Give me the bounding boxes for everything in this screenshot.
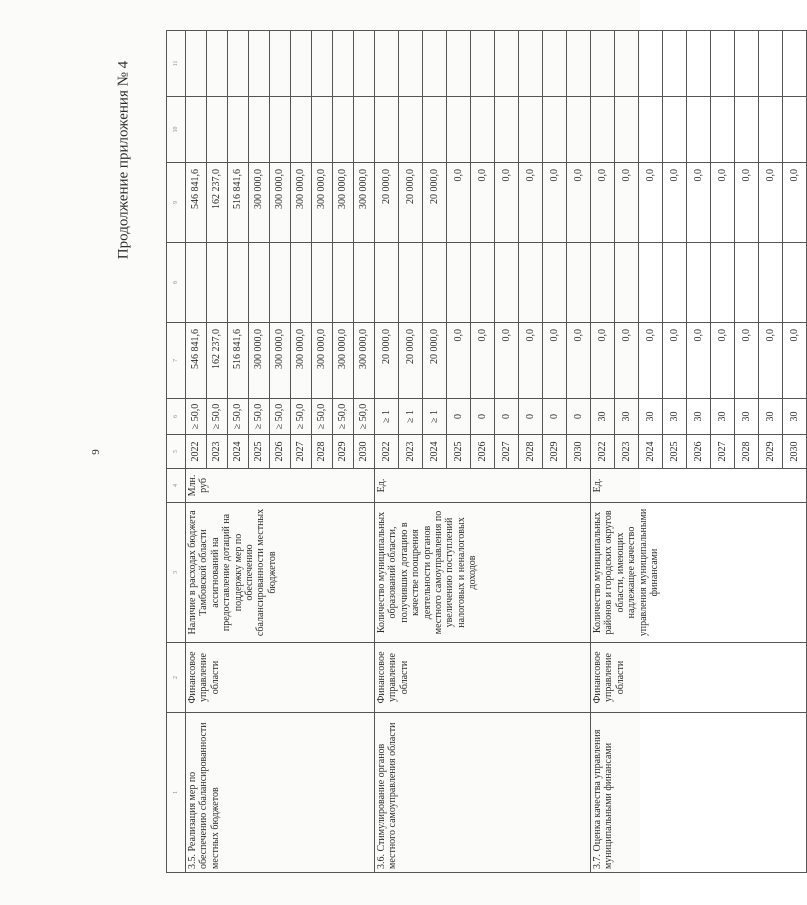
empty-cell — [375, 243, 399, 323]
year-cell: 2027 — [291, 435, 312, 469]
empty-cell — [519, 243, 543, 323]
empty-cell — [519, 97, 543, 163]
funding-value-cell: 20 000,0 — [399, 323, 423, 399]
empty-cell — [447, 243, 471, 323]
empty-cell — [663, 97, 687, 163]
target-value-cell: 0 — [495, 399, 519, 435]
funding-total-cell: 300 000,0 — [249, 163, 270, 243]
year-cell: 2029 — [333, 435, 354, 469]
empty-cell — [759, 97, 783, 163]
empty-cell — [663, 243, 687, 323]
table-row — [375, 31, 399, 873]
funding-total-cell: 0,0 — [591, 163, 615, 243]
target-value-cell: ≥ 1 — [375, 399, 399, 435]
column-number-8: 8 — [167, 243, 186, 323]
funding-value-cell: 0,0 — [711, 323, 735, 399]
column-number-5: 5 — [167, 435, 186, 469]
empty-cell — [615, 31, 639, 97]
funding-value-cell: 0,0 — [495, 323, 519, 399]
funding-total-cell: 20 000,0 — [423, 163, 447, 243]
year-cell: 2024 — [423, 435, 447, 469]
year-cell: 2024 — [639, 435, 663, 469]
empty-cell — [687, 97, 711, 163]
empty-cell — [423, 31, 447, 97]
funding-value-cell: 0,0 — [783, 323, 807, 399]
empty-cell — [228, 243, 249, 323]
funding-total-cell: 516 841,6 — [228, 163, 249, 243]
appendix-heading: Продолжение приложения № 4 — [115, 60, 132, 260]
funding-total-cell: 300 000,0 — [312, 163, 333, 243]
empty-cell — [447, 97, 471, 163]
year-cell: 2027 — [495, 435, 519, 469]
funding-total-cell: 20 000,0 — [375, 163, 399, 243]
target-value-cell: 30 — [615, 399, 639, 435]
year-cell: 2030 — [567, 435, 591, 469]
empty-cell — [591, 243, 615, 323]
empty-cell — [591, 31, 615, 97]
empty-cell — [519, 31, 543, 97]
funding-value-cell: 162 237,0 — [207, 323, 228, 399]
column-number-1: 1 — [167, 713, 186, 873]
empty-cell — [711, 243, 735, 323]
funding-total-cell: 0,0 — [615, 163, 639, 243]
funding-value-cell: 20 000,0 — [423, 323, 447, 399]
column-number-9: 9 — [167, 163, 186, 243]
target-value-cell: ≥ 50,0 — [207, 399, 228, 435]
year-cell: 2022 — [186, 435, 207, 469]
funding-value-cell: 0,0 — [567, 323, 591, 399]
executor-cell: Финансовое управление области — [375, 643, 591, 713]
target-value-cell: 30 — [639, 399, 663, 435]
target-value-cell: ≥ 1 — [423, 399, 447, 435]
column-number-6: 6 — [167, 399, 186, 435]
target-value-cell: 0 — [519, 399, 543, 435]
target-value-cell: 30 — [783, 399, 807, 435]
empty-cell — [495, 97, 519, 163]
empty-cell — [270, 97, 291, 163]
empty-cell — [354, 243, 375, 323]
empty-cell — [735, 97, 759, 163]
empty-cell — [711, 97, 735, 163]
table-row — [186, 31, 207, 873]
empty-cell — [291, 97, 312, 163]
funding-value-cell: 0,0 — [543, 323, 567, 399]
empty-cell — [423, 243, 447, 323]
funding-value-cell: 0,0 — [687, 323, 711, 399]
column-number-4: 4 — [167, 469, 186, 503]
year-cell: 2030 — [783, 435, 807, 469]
empty-cell — [639, 243, 663, 323]
year-cell: 2029 — [759, 435, 783, 469]
empty-cell — [783, 31, 807, 97]
unit-cell: Ед. — [591, 469, 807, 503]
funding-value-cell: 0,0 — [639, 323, 663, 399]
empty-cell — [207, 31, 228, 97]
year-cell: 2025 — [663, 435, 687, 469]
funding-value-cell: 0,0 — [615, 323, 639, 399]
empty-cell — [399, 97, 423, 163]
year-cell: 2030 — [354, 435, 375, 469]
indicator-cell: Количество муниципальных образований области, получивших дотацию в качестве поощрения деятельности органов местного самоуправления по увеличению поступлений налоговых и неналоговых доходов — [375, 503, 591, 643]
empty-cell — [399, 31, 423, 97]
target-value-cell: 30 — [759, 399, 783, 435]
year-cell: 2029 — [543, 435, 567, 469]
column-number-7: 7 — [167, 323, 186, 399]
funding-total-cell: 20 000,0 — [399, 163, 423, 243]
year-cell: 2022 — [375, 435, 399, 469]
table-container — [166, 31, 800, 873]
measure-name-cell: 3.7. Оценка качества управления муниципальными финансами — [591, 713, 807, 873]
funding-value-cell: 546 841,6 — [186, 323, 207, 399]
funding-value-cell: 0,0 — [759, 323, 783, 399]
appendix-table — [166, 30, 807, 873]
empty-cell — [567, 97, 591, 163]
funding-total-cell: 0,0 — [687, 163, 711, 243]
empty-cell — [249, 97, 270, 163]
empty-cell — [375, 97, 399, 163]
empty-cell — [639, 31, 663, 97]
empty-cell — [543, 97, 567, 163]
empty-cell — [423, 97, 447, 163]
empty-cell — [567, 243, 591, 323]
empty-cell — [228, 31, 249, 97]
empty-cell — [759, 31, 783, 97]
empty-cell — [639, 97, 663, 163]
empty-cell — [399, 243, 423, 323]
funding-value-cell: 300 000,0 — [249, 323, 270, 399]
funding-total-cell: 162 237,0 — [207, 163, 228, 243]
target-value-cell: 0 — [471, 399, 495, 435]
target-value-cell: 0 — [543, 399, 567, 435]
empty-cell — [228, 97, 249, 163]
empty-cell — [711, 31, 735, 97]
indicator-cell: Наличие в расходах бюджета Тамбовской области ассигнований на предоставление дотаций на поддержку мер по обеспечению сбалансированности местных бюджетов — [186, 503, 375, 643]
empty-cell — [783, 97, 807, 163]
target-value-cell: ≥ 50,0 — [270, 399, 291, 435]
executor-cell: Финансовое управление области — [591, 643, 807, 713]
measure-name-cell: 3.6. Стимулирование органов местного самоуправления области — [375, 713, 591, 873]
funding-value-cell: 300 000,0 — [270, 323, 291, 399]
executor-cell: Финансовое управление области — [186, 643, 375, 713]
empty-cell — [186, 243, 207, 323]
target-value-cell: ≥ 50,0 — [333, 399, 354, 435]
funding-value-cell: 0,0 — [735, 323, 759, 399]
empty-cell — [591, 97, 615, 163]
target-value-cell: ≥ 50,0 — [186, 399, 207, 435]
funding-total-cell: 0,0 — [519, 163, 543, 243]
funding-total-cell: 0,0 — [783, 163, 807, 243]
target-value-cell: ≥ 1 — [399, 399, 423, 435]
column-number-2: 2 — [167, 643, 186, 713]
empty-cell — [249, 31, 270, 97]
empty-cell — [663, 31, 687, 97]
empty-cell — [615, 97, 639, 163]
funding-value-cell: 300 000,0 — [291, 323, 312, 399]
funding-total-cell: 300 000,0 — [270, 163, 291, 243]
target-value-cell: 0 — [447, 399, 471, 435]
empty-cell — [687, 31, 711, 97]
funding-total-cell: 300 000,0 — [354, 163, 375, 243]
empty-cell — [471, 31, 495, 97]
empty-cell — [735, 31, 759, 97]
column-number-3: 3 — [167, 503, 186, 643]
empty-cell — [543, 31, 567, 97]
funding-total-cell: 0,0 — [711, 163, 735, 243]
funding-total-cell: 0,0 — [663, 163, 687, 243]
year-cell: 2024 — [228, 435, 249, 469]
year-cell: 2022 — [591, 435, 615, 469]
year-cell: 2023 — [399, 435, 423, 469]
page-number: 9 — [90, 449, 102, 455]
empty-cell — [567, 31, 591, 97]
target-value-cell: ≥ 50,0 — [249, 399, 270, 435]
year-cell: 2023 — [615, 435, 639, 469]
funding-total-cell: 0,0 — [759, 163, 783, 243]
year-cell: 2026 — [270, 435, 291, 469]
measure-name-cell: 3.5. Реализация мер по обеспечению сбалансированности местных бюджетов — [186, 713, 375, 873]
column-number-10: 10 — [167, 97, 186, 163]
target-value-cell: 30 — [711, 399, 735, 435]
empty-cell — [207, 97, 228, 163]
column-number-11: 11 — [167, 31, 186, 97]
indicator-cell: Количество муниципальных районов и городских округов области, имеющих надлежащее качество управления муниципальными финансами — [591, 503, 807, 643]
table-row — [591, 31, 615, 873]
empty-cell — [291, 243, 312, 323]
funding-value-cell: 0,0 — [663, 323, 687, 399]
empty-cell — [333, 243, 354, 323]
funding-value-cell: 300 000,0 — [312, 323, 333, 399]
empty-cell — [543, 243, 567, 323]
funding-value-cell: 0,0 — [519, 323, 543, 399]
unit-cell: Млн. руб — [186, 469, 375, 503]
empty-cell — [471, 243, 495, 323]
empty-cell — [186, 97, 207, 163]
year-cell: 2028 — [519, 435, 543, 469]
empty-cell — [312, 243, 333, 323]
empty-cell — [354, 31, 375, 97]
funding-value-cell: 300 000,0 — [333, 323, 354, 399]
empty-cell — [312, 31, 333, 97]
empty-cell — [186, 31, 207, 97]
funding-total-cell: 546 841,6 — [186, 163, 207, 243]
empty-cell — [333, 97, 354, 163]
funding-value-cell: 0,0 — [471, 323, 495, 399]
empty-cell — [495, 31, 519, 97]
empty-cell — [270, 31, 291, 97]
funding-total-cell: 0,0 — [447, 163, 471, 243]
target-value-cell: 0 — [567, 399, 591, 435]
target-value-cell: 30 — [591, 399, 615, 435]
funding-value-cell: 516 841,6 — [228, 323, 249, 399]
funding-total-cell: 0,0 — [495, 163, 519, 243]
funding-value-cell: 20 000,0 — [375, 323, 399, 399]
funding-total-cell: 300 000,0 — [333, 163, 354, 243]
unit-cell: Ед. — [375, 469, 591, 503]
empty-cell — [249, 243, 270, 323]
year-cell: 2025 — [249, 435, 270, 469]
empty-cell — [687, 243, 711, 323]
target-value-cell: ≥ 50,0 — [291, 399, 312, 435]
funding-value-cell: 300 000,0 — [354, 323, 375, 399]
column-number-row — [167, 31, 186, 873]
empty-cell — [471, 97, 495, 163]
year-cell: 2026 — [687, 435, 711, 469]
target-value-cell: ≥ 50,0 — [312, 399, 333, 435]
empty-cell — [735, 243, 759, 323]
empty-cell — [207, 243, 228, 323]
empty-cell — [783, 243, 807, 323]
empty-cell — [375, 31, 399, 97]
year-cell: 2026 — [471, 435, 495, 469]
target-value-cell: 30 — [663, 399, 687, 435]
empty-cell — [312, 97, 333, 163]
year-cell: 2028 — [312, 435, 333, 469]
funding-value-cell: 0,0 — [591, 323, 615, 399]
target-value-cell: 30 — [735, 399, 759, 435]
funding-total-cell: 0,0 — [735, 163, 759, 243]
funding-total-cell: 0,0 — [639, 163, 663, 243]
funding-total-cell: 0,0 — [471, 163, 495, 243]
funding-total-cell: 0,0 — [543, 163, 567, 243]
year-cell: 2025 — [447, 435, 471, 469]
year-cell: 2023 — [207, 435, 228, 469]
target-value-cell: 30 — [687, 399, 711, 435]
funding-total-cell: 0,0 — [567, 163, 591, 243]
target-value-cell: ≥ 50,0 — [354, 399, 375, 435]
empty-cell — [759, 243, 783, 323]
empty-cell — [333, 31, 354, 97]
empty-cell — [495, 243, 519, 323]
empty-cell — [270, 243, 291, 323]
empty-cell — [615, 243, 639, 323]
empty-cell — [447, 31, 471, 97]
year-cell: 2027 — [711, 435, 735, 469]
funding-total-cell: 300 000,0 — [291, 163, 312, 243]
empty-cell — [291, 31, 312, 97]
funding-value-cell: 0,0 — [447, 323, 471, 399]
target-value-cell: ≥ 50,0 — [228, 399, 249, 435]
year-cell: 2028 — [735, 435, 759, 469]
empty-cell — [354, 97, 375, 163]
